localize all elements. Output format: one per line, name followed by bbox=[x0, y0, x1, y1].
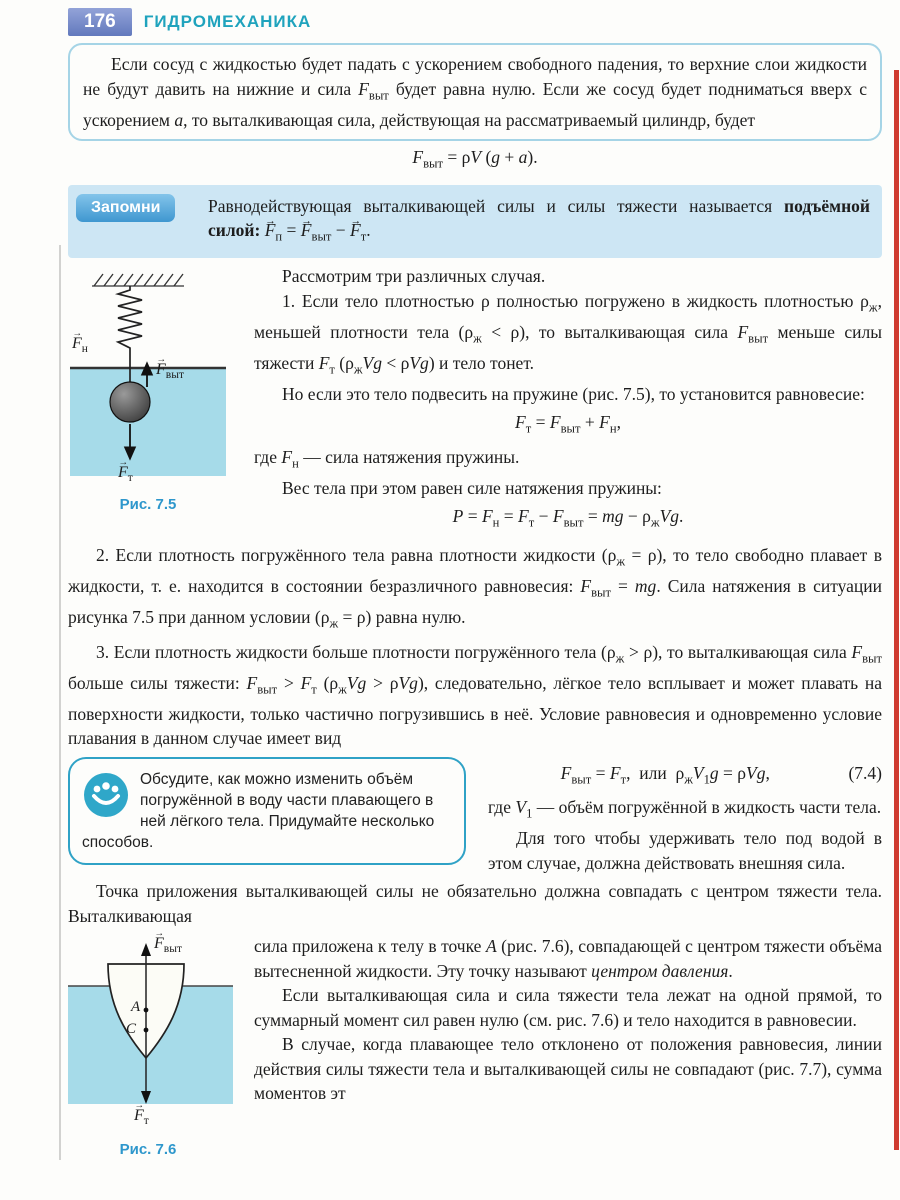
section-discussion bbox=[68, 757, 882, 876]
case-3-paragraph: 3. Если плотность жидкости больше плотности погружённого тела $(\rho_ж > \rho)$, то выталкивающая сила $F_{выт}$ больше силы тяжести: $F_{выт} > F_т$ $(\rho_жVg > \rho Vg)$, следовательно, лёгкое тело всплывает и может плавать на поверхности жидкости, только частично погрузившись в неё. Условие равновесия и одновременно условие плавания в данном случае имеет вид bbox=[68, 641, 882, 748]
page-number: 176 bbox=[68, 8, 132, 36]
floating-condition-text bbox=[480, 757, 882, 876]
equation-weight: $P = F_н = F_т - F_{выт}$ = mg − $\rho_жVg$. bbox=[452, 506, 684, 530]
force-label-gravity: → $F_т$ bbox=[118, 465, 133, 485]
zapomni-text: Равнодействующая выталкивающей силы и силы тяжести называется подъёмной силой: → $F_п$ = → $F_{выт}$ − → $F_т$. bbox=[208, 194, 870, 250]
consider-paragraph: Рассмотрим три различных случая. bbox=[282, 266, 546, 286]
intro-paragraph: Если сосуд с жидкостью будет падать с ускорением свободного падения, то верхние слои жидкости не будут давить на нижние и сила $F_{выт}$ будет равна нулю. Если же сосуд будет подниматься вверх с ускорением a, то выталкивающая сила, действующая на рассматриваемый цилиндр, будет bbox=[83, 54, 867, 130]
equation-float-row bbox=[488, 757, 882, 796]
three-cases-text bbox=[246, 264, 882, 539]
point-c-label: C bbox=[126, 1021, 137, 1037]
figure-7-5-caption: Рис. 7.5 bbox=[119, 496, 177, 513]
figure-column bbox=[68, 264, 246, 539]
section-pressure-center bbox=[68, 934, 882, 1158]
point-a-label: A bbox=[131, 999, 141, 1015]
tilted-body-paragraph: В случае, когда плавающее тело отклонено от положения равновесия, линии действия силы тяжести тела и выталкивающей силы не совпадают (рис. 7.7), сумма моментов эт bbox=[254, 1034, 882, 1103]
zapomni-box bbox=[68, 185, 882, 259]
force-label-buoyancy: → $F_{выт}$ bbox=[156, 362, 184, 382]
one-line-paragraph: Если выталкивающая сила и сила тяжести тела лежат на одной прямой, то суммарный момент сил равен нулю (см. рис. 7.6) и тело находится в равновесии. bbox=[254, 985, 882, 1030]
equation-number: (7.4) bbox=[848, 762, 882, 783]
hold-under-paragraph: Для того чтобы удерживать тело под водой в этом случае, должна действовать внешняя сила. bbox=[488, 828, 882, 873]
discussion-icon bbox=[82, 771, 130, 819]
figure-7-5-drawing bbox=[68, 264, 228, 489]
equation-float: $F_{выт} = F_т$, или $\rho_жV_1g = \rho Vg$, bbox=[560, 762, 770, 786]
section-three-cases bbox=[68, 264, 882, 539]
weight-intro-paragraph: Вес тела при этом равен силе натяжения пружины: bbox=[282, 477, 662, 498]
figure-7-6-caption: Рис. 7.6 bbox=[119, 1141, 177, 1158]
spring-intro-paragraph: Но если это тело подвесить на пружине (рис. 7.5), то установится равновесие: bbox=[282, 383, 865, 404]
page-content bbox=[68, 8, 882, 1158]
case-2-paragraph: 2. Если плотность погружённого тела равна плотности жидкости $(\rho_ж = \rho)$, то тело свободно плавает в жидкости, т. е. находится в состоянии безразличного равновесия: $F_{выт}$ = mg. Сила натяжения в ситуации рисунка 7.5 при данном условии $(\rho_ж = \rho)$ равна нулю. bbox=[68, 544, 883, 630]
where-fn-paragraph: где $F_н$ — сила натяжения пружины. bbox=[254, 446, 520, 470]
submerged-sphere bbox=[110, 382, 150, 422]
discussion-text: Обсудите, как можно изменить объём погружённой в воду части плавающего в ней лёгкого тела. Придумайте несколько способов. bbox=[82, 770, 435, 851]
discussion-box bbox=[68, 757, 466, 865]
case-1-paragraph: 1. Если тело плотностью ρ полностью погружено в жидкость плотностью $\rho_ж$, меньшей плотности тела $(\rho_ж < \rho)$, то выталкивающая сила $F_{выт}$ меньше силы тяжести $F_т$ $(\rho_жVg < \rho Vg)$ и тело тонет. bbox=[254, 290, 882, 376]
point-application-paragraph: Точка приложения выталкивающей силы не обязательно должна совпадать с центром тяжести тела. Выталкивающая bbox=[68, 881, 882, 926]
intro-box bbox=[68, 43, 882, 141]
gravity-center-point bbox=[144, 1028, 149, 1033]
page-header bbox=[68, 8, 882, 36]
where-v1-paragraph: где $V_1$ — объём погружённой в жидкость части тела. bbox=[488, 797, 882, 821]
figure-column-2 bbox=[68, 934, 246, 1158]
figure-7-5 bbox=[68, 264, 238, 513]
intro-formula: $F_{выт} = \rho V$ (g + a). bbox=[412, 147, 538, 171]
force-label-gravity-2: → $F_т$ bbox=[134, 1108, 149, 1128]
point-application-continued: сила приложена к телу в точке A (рис. 7.6), совпадающей с центром тяжести объёма вытесненной жидкости. Эту точку называют центром давления. bbox=[254, 936, 882, 981]
book-edge-red bbox=[894, 70, 899, 1150]
force-label-buoyancy-2: → $F_{выт}$ bbox=[154, 936, 182, 956]
discussion-column bbox=[68, 757, 480, 876]
zapomni-label: Запомни bbox=[76, 194, 175, 222]
chapter-title: ГИДРОМЕХАНИКА bbox=[143, 12, 312, 31]
equation-spring: $F_т = F_{выт} + F_н$, bbox=[515, 412, 621, 436]
figure-7-6 bbox=[68, 934, 238, 1158]
pressure-center-text bbox=[246, 934, 882, 1158]
force-label-spring-tension: → $F_н$ bbox=[72, 336, 88, 356]
water-region bbox=[70, 368, 226, 476]
pressure-center-point bbox=[144, 1008, 149, 1013]
figure-7-6-drawing bbox=[68, 934, 233, 1134]
page-gutter-shadow bbox=[59, 245, 61, 1160]
